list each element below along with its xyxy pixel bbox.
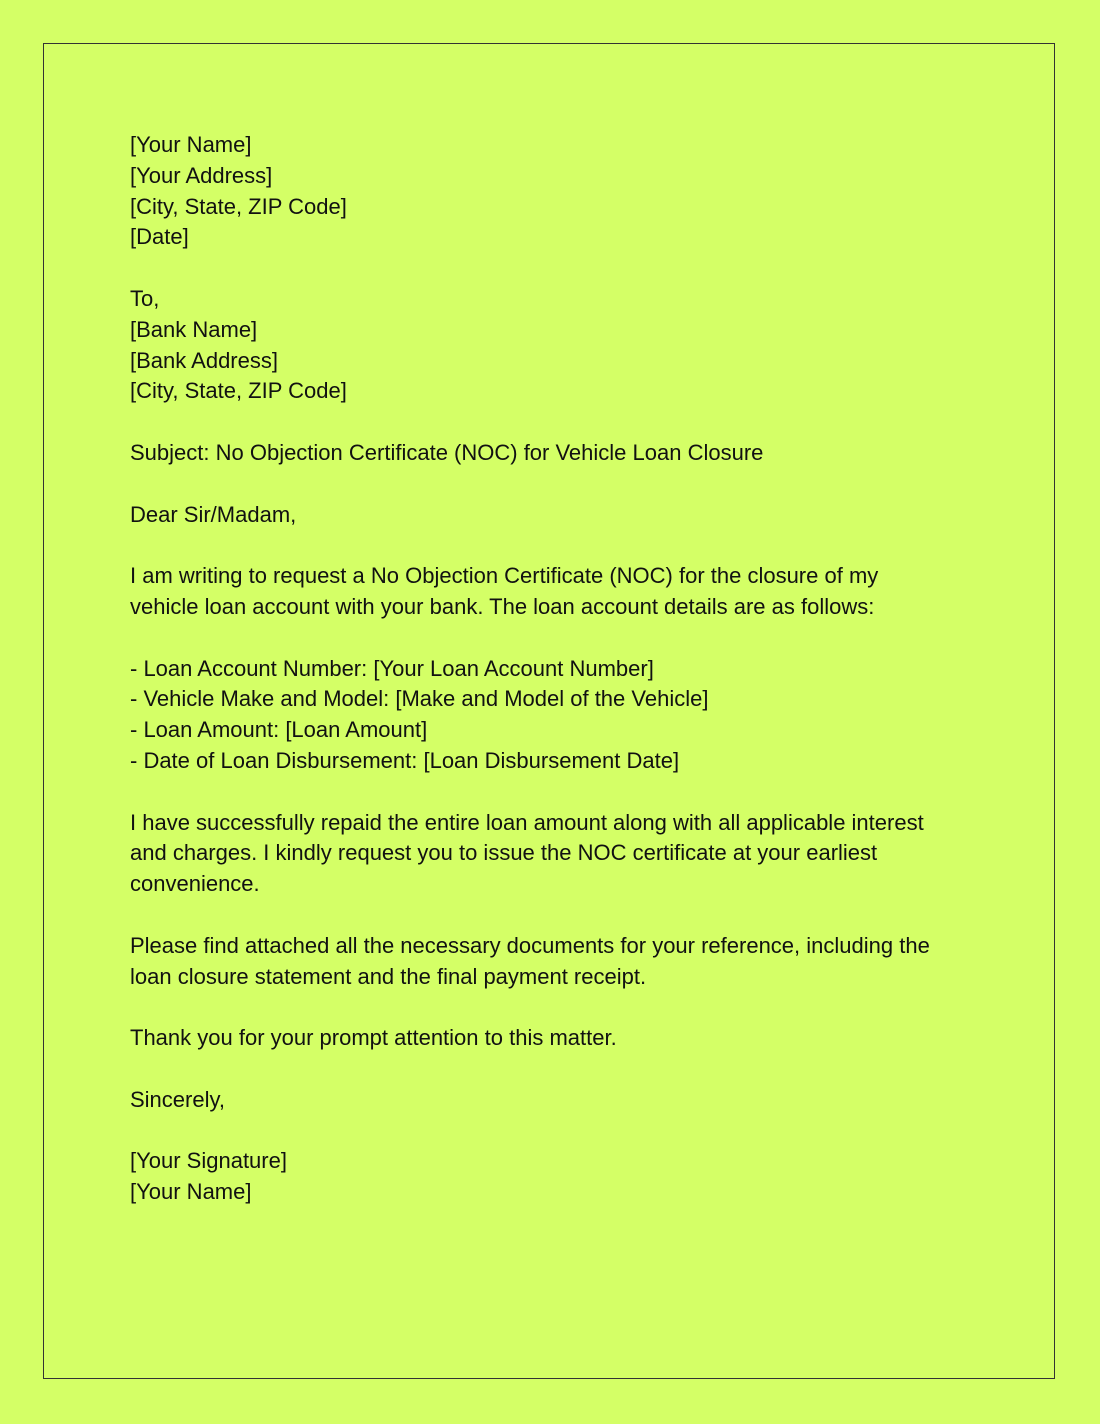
letter-date: [Date] (130, 224, 189, 250)
sender-address: [Your Address] (130, 162, 273, 188)
recipient-to: To, (130, 285, 160, 311)
sender-city-state-zip: [City, State, ZIP Code] (130, 193, 347, 219)
spacer (130, 530, 990, 561)
signature-block (130, 1146, 990, 1208)
detail-disbursement-date: - Date of Loan Disbursement: [Loan Disbursement Date] (130, 747, 680, 773)
loan-details-list (130, 654, 990, 777)
attachments-paragraph (130, 931, 990, 993)
letter-body (130, 130, 990, 1208)
sender-block (130, 130, 990, 253)
spacer (130, 1116, 990, 1147)
signature-placeholder: [Your Signature] (130, 1148, 287, 1174)
bank-name: [Bank Name] (130, 316, 258, 342)
spacer (130, 777, 990, 808)
intro-line: vehicle loan account with your bank. The loan account details are as follows: (130, 593, 875, 619)
recipient-block (130, 284, 990, 407)
spacer (130, 407, 990, 438)
signer-name: [Your Name] (130, 1179, 252, 1205)
intro-line: I am writing to request a No Objection Certificate (NOC) for the closure of my (130, 563, 879, 589)
attachments-line: loan closure statement and the final payment receipt. (130, 963, 647, 989)
spacer (130, 623, 990, 654)
spacer (130, 469, 990, 500)
detail-loan-amount: - Loan Amount: [Loan Amount] (130, 717, 428, 743)
greeting: Dear Sir/Madam, (130, 501, 297, 527)
bank-address: [Bank Address] (130, 347, 278, 373)
spacer (130, 253, 990, 284)
intro-paragraph (130, 561, 990, 623)
spacer (130, 1054, 990, 1085)
detail-vehicle-make-model: - Vehicle Make and Model: [Make and Model of the Vehicle] (130, 686, 709, 712)
spacer (130, 900, 990, 931)
attachments-line: Please find attached all the necessary documents for your reference, including the (130, 932, 930, 958)
repayment-paragraph (130, 808, 990, 900)
repayment-line: and charges. I kindly request you to issue the NOC certificate at your earliest (130, 840, 878, 866)
repayment-line: convenience. (130, 871, 260, 897)
detail-loan-account-number: - Loan Account Number: [Your Loan Account Number] (130, 655, 654, 681)
closing: Sincerely, (130, 1086, 225, 1112)
spacer (130, 992, 990, 1023)
subject-line: Subject: No Objection Certificate (NOC) for Vehicle Loan Closure (130, 439, 764, 465)
bank-city-state-zip: [City, State, ZIP Code] (130, 378, 347, 404)
repayment-line: I have successfully repaid the entire loan amount along with all applicable interest (130, 809, 924, 835)
sender-name: [Your Name] (130, 132, 252, 157)
thanks-line: Thank you for your prompt attention to this matter. (130, 1025, 617, 1051)
